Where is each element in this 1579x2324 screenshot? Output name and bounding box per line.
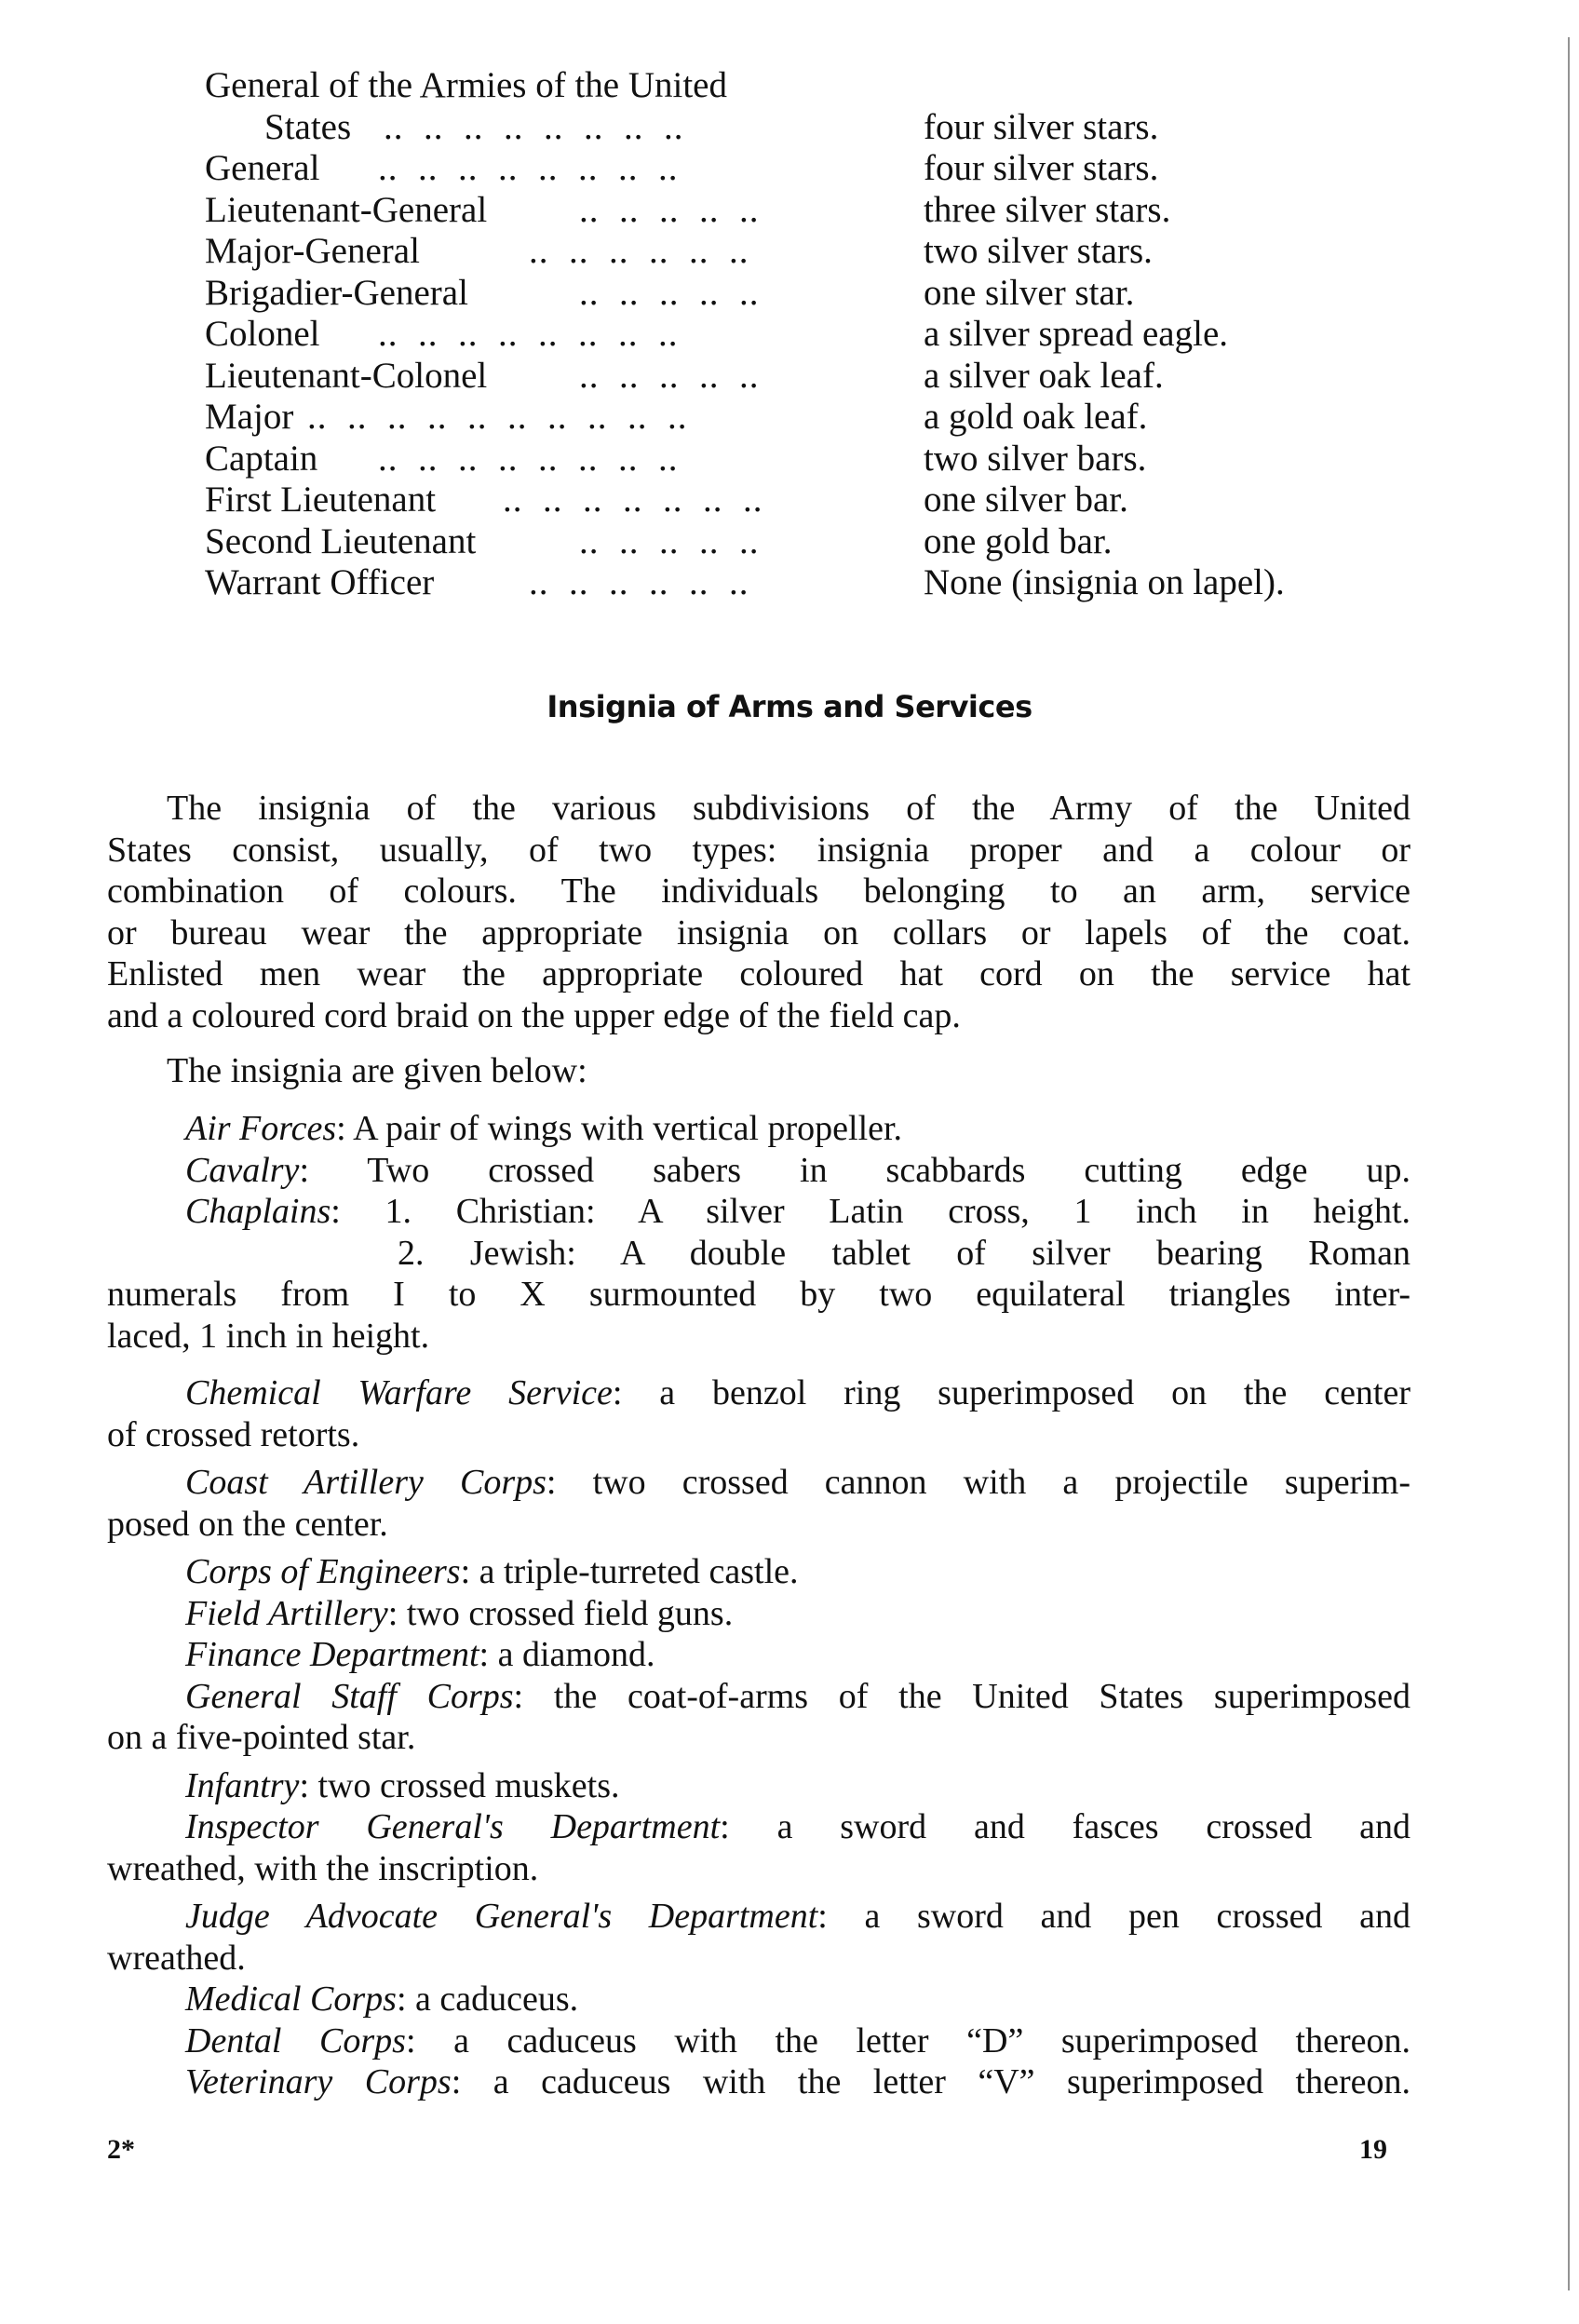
leader-dots: .. .. .. .. .. .. .. .. xyxy=(384,106,684,147)
entry-finance: Finance Department: a diamond. xyxy=(185,1635,655,1674)
text-line: The insignia are given below: xyxy=(167,1051,587,1090)
page-number: 19 xyxy=(1359,2134,1387,2165)
entry-cavalry: Cavalry: Two crossed sabers in scabbards cutting edge up. xyxy=(185,1150,1410,1190)
intro-paragraph xyxy=(107,788,1410,1036)
text-line: Enlisted men wear the appropriate coloured hat cord on the service hat xyxy=(107,954,1410,993)
signature-mark: 2* xyxy=(107,2134,135,2165)
rank-insignia: a silver oak leaf. xyxy=(924,355,1164,396)
entry-text: a sword and pen crossed and xyxy=(864,1897,1411,1936)
entry-chemical: Chemical Warfare Service: a benzol ring superimposed on the center of crossed retorts. xyxy=(107,1373,1411,1454)
rank-row xyxy=(205,190,1415,232)
entry-text: wreathed, with the inscription. xyxy=(107,1848,539,1888)
leader-dots: .. .. .. .. .. xyxy=(579,520,760,561)
rank-insignia: a gold oak leaf. xyxy=(924,397,1148,437)
entry-text: a benzol ring superimposed on the center xyxy=(659,1373,1411,1412)
entry-text: laced, 1 inch in height. xyxy=(107,1316,430,1356)
entry-text: on a five-pointed star. xyxy=(107,1718,416,1757)
rank-row xyxy=(205,480,1415,521)
rank-name: States xyxy=(264,106,352,147)
entry-text: Two crossed sabers in scabbards cutting edge up. xyxy=(367,1150,1410,1190)
leader-dots: .. .. .. .. .. xyxy=(579,189,760,230)
entry-term: Dental Corps xyxy=(185,2020,406,2061)
entry-general-staff: General Staff Corps: the coat-of-arms of the United States superimposed on a five-pointed star. xyxy=(107,1676,1410,1757)
rank-insignia: two silver bars. xyxy=(924,438,1147,479)
rank-row xyxy=(205,397,1415,439)
leader-dots: .. .. .. .. .. .. .. xyxy=(503,480,763,520)
entry-text: posed on the center. xyxy=(107,1504,388,1544)
rank-row xyxy=(205,107,1415,149)
entry-veterinary: Veterinary Corps: a caduceus with the letter “V” superimposed thereon. xyxy=(185,2062,1410,2101)
entry-chaplains: Chaplains: 1. Christian: A silver Latin cross, 1 inch in height. 2. Jewish: A double tablet of silver bearing Roman numerals from I to X surmounted by two equilateral triangles inter- laced, 1 inch in height. xyxy=(107,1192,1410,1356)
rank-insignia: one silver star. xyxy=(924,272,1135,313)
entry-text: a diamond. xyxy=(497,1635,655,1674)
entry-text: 2. Jewish: A double tablet of silver bearing Roman xyxy=(398,1233,1410,1273)
rank-insignia: two silver stars. xyxy=(924,231,1153,271)
section-heading: Insignia of Arms and Services xyxy=(547,689,1032,724)
insignia-entries xyxy=(107,1108,1410,2103)
entry-coast-artillery: Coast Artillery Corps: two crossed cannon with a projectile superim- posed on the center. xyxy=(107,1463,1410,1544)
given-below-line xyxy=(107,1050,1410,1092)
entry-text: the coat-of-arms of the United States superimposed xyxy=(553,1676,1410,1716)
leader-dots: .. .. .. .. .. .. .. .. xyxy=(378,148,679,188)
entry-text: wreathed. xyxy=(107,1938,246,1978)
rank-name: Second Lieutenant xyxy=(205,520,477,561)
rank-insignia: three silver stars. xyxy=(924,189,1171,230)
rank-name: Major xyxy=(205,397,294,437)
rank-insignia: None (insignia on lapel). xyxy=(924,562,1285,602)
text-line: States consist, usually, of two types: insignia proper and a colour or xyxy=(107,830,1410,870)
entry-text: a caduceus with the letter “V” superimposed thereon. xyxy=(493,2062,1410,2101)
rank-name: Lieutenant-Colonel xyxy=(205,355,488,396)
text-line: combination of colours. The individuals belonging to an arm, service xyxy=(107,872,1410,911)
entry-term: Veterinary Corps xyxy=(185,2062,452,2101)
entry-term: Finance Department xyxy=(185,1635,479,1674)
entry-air-forces: Air Forces: A pair of wings with vertical propeller. xyxy=(185,1109,903,1148)
leader-dots: .. .. .. .. .. .. xyxy=(529,562,749,602)
entry-dental: Dental Corps: a caduceus with the letter “D” superimposed thereon. xyxy=(185,2020,1410,2061)
rank-row xyxy=(205,148,1415,190)
text-line: and a coloured cord braid on the upper edge of the field cap. xyxy=(107,995,961,1035)
entry-text: 1. Christian: A silver Latin cross, 1 inch in height. xyxy=(385,1192,1410,1231)
rank-name: Brigadier-General xyxy=(205,272,468,313)
entry-text: A pair of wings with vertical propeller. xyxy=(353,1109,903,1148)
rank-row xyxy=(205,562,1415,604)
entry-text: a sword and fasces crossed and xyxy=(776,1807,1411,1846)
entry-term: Coast Artillery Corps xyxy=(185,1463,547,1502)
text-line: The insignia of the various subdivisions of the Army of the United xyxy=(167,789,1410,828)
rank-name: Captain xyxy=(205,438,318,479)
entry-term: Corps of Engineers xyxy=(185,1552,461,1591)
rank-name: Lieutenant-General xyxy=(205,189,488,230)
leader-dots: .. .. .. .. .. .. .. .. xyxy=(378,438,679,479)
entry-term: Cavalry xyxy=(185,1150,300,1190)
rank-insignia: four silver stars. xyxy=(924,148,1159,188)
rank-name: First Lieutenant xyxy=(205,480,437,520)
entry-term: Inspector General's Department xyxy=(185,1807,721,1846)
leader-dots: .. .. .. .. .. .. .. .. xyxy=(378,314,679,354)
page-edge-line xyxy=(1568,37,1570,2290)
entry-text: a caduceus. xyxy=(415,1979,579,2019)
rank-insignia: a silver spread eagle. xyxy=(924,314,1229,354)
entry-term: General Staff Corps xyxy=(185,1676,514,1716)
rank-row xyxy=(205,356,1415,398)
entry-text: two crossed cannon with a projectile superim- xyxy=(592,1463,1410,1502)
rank-row xyxy=(205,521,1415,563)
rank-name: General of the Armies of the United xyxy=(205,65,727,105)
rank-insignia-list xyxy=(205,65,1415,604)
rank-name: Major-General xyxy=(205,231,420,271)
leader-dots: .. .. .. .. .. .. .. .. .. .. xyxy=(307,397,688,437)
entry-infantry: Infantry: two crossed muskets. xyxy=(185,1765,620,1805)
rank-row xyxy=(205,439,1415,480)
entry-engineers: Corps of Engineers: a triple-turreted castle. xyxy=(185,1552,799,1591)
entry-field-artillery: Field Artillery: two crossed field guns. xyxy=(185,1593,734,1633)
entry-term: Medical Corps xyxy=(185,1979,397,2019)
rank-row xyxy=(205,65,1415,107)
leader-dots: .. .. .. .. .. xyxy=(579,355,760,396)
entry-text: two crossed field guns. xyxy=(406,1593,734,1633)
entry-term: Chemical Warfare Service xyxy=(185,1373,613,1412)
leader-dots: .. .. .. .. .. xyxy=(579,272,760,313)
entry-text: a triple-turreted castle. xyxy=(479,1552,799,1591)
rank-name: Warrant Officer xyxy=(205,562,435,602)
rank-insignia: one gold bar. xyxy=(924,520,1113,561)
rank-row xyxy=(205,273,1415,315)
entry-text: a caduceus with the letter “D” superimposed thereon. xyxy=(453,2020,1410,2061)
rank-name: Colonel xyxy=(205,314,320,354)
entry-term: Judge Advocate General's Department xyxy=(185,1897,818,1936)
rank-insignia: four silver stars. xyxy=(924,106,1159,147)
entry-text: numerals from I to X surmounted by two equilateral triangles inter- xyxy=(107,1275,1410,1314)
entry-judge-advocate: Judge Advocate General's Department: a sword and pen crossed and wreathed. xyxy=(107,1897,1411,1978)
rank-name: General xyxy=(205,148,320,188)
leader-dots: .. .. .. .. .. .. xyxy=(529,231,749,271)
entry-inspector-general: Inspector General's Department: a sword and fasces crossed and wreathed, with the inscription. xyxy=(107,1807,1411,1888)
entry-term: Air Forces xyxy=(185,1109,337,1148)
entry-text: of crossed retorts. xyxy=(107,1414,360,1454)
rank-row xyxy=(205,314,1415,356)
rank-insignia: one silver bar. xyxy=(924,480,1128,520)
rank-row xyxy=(205,231,1415,273)
entry-term: Chaplains xyxy=(185,1192,331,1231)
entry-text: two crossed muskets. xyxy=(317,1765,620,1805)
entry-term: Infantry xyxy=(185,1765,300,1805)
entry-term: Field Artillery xyxy=(185,1593,388,1633)
entry-medical: Medical Corps: a caduceus. xyxy=(185,1979,579,2019)
text-line: or bureau wear the appropriate insignia on collars or lapels of the coat. xyxy=(107,912,1410,953)
